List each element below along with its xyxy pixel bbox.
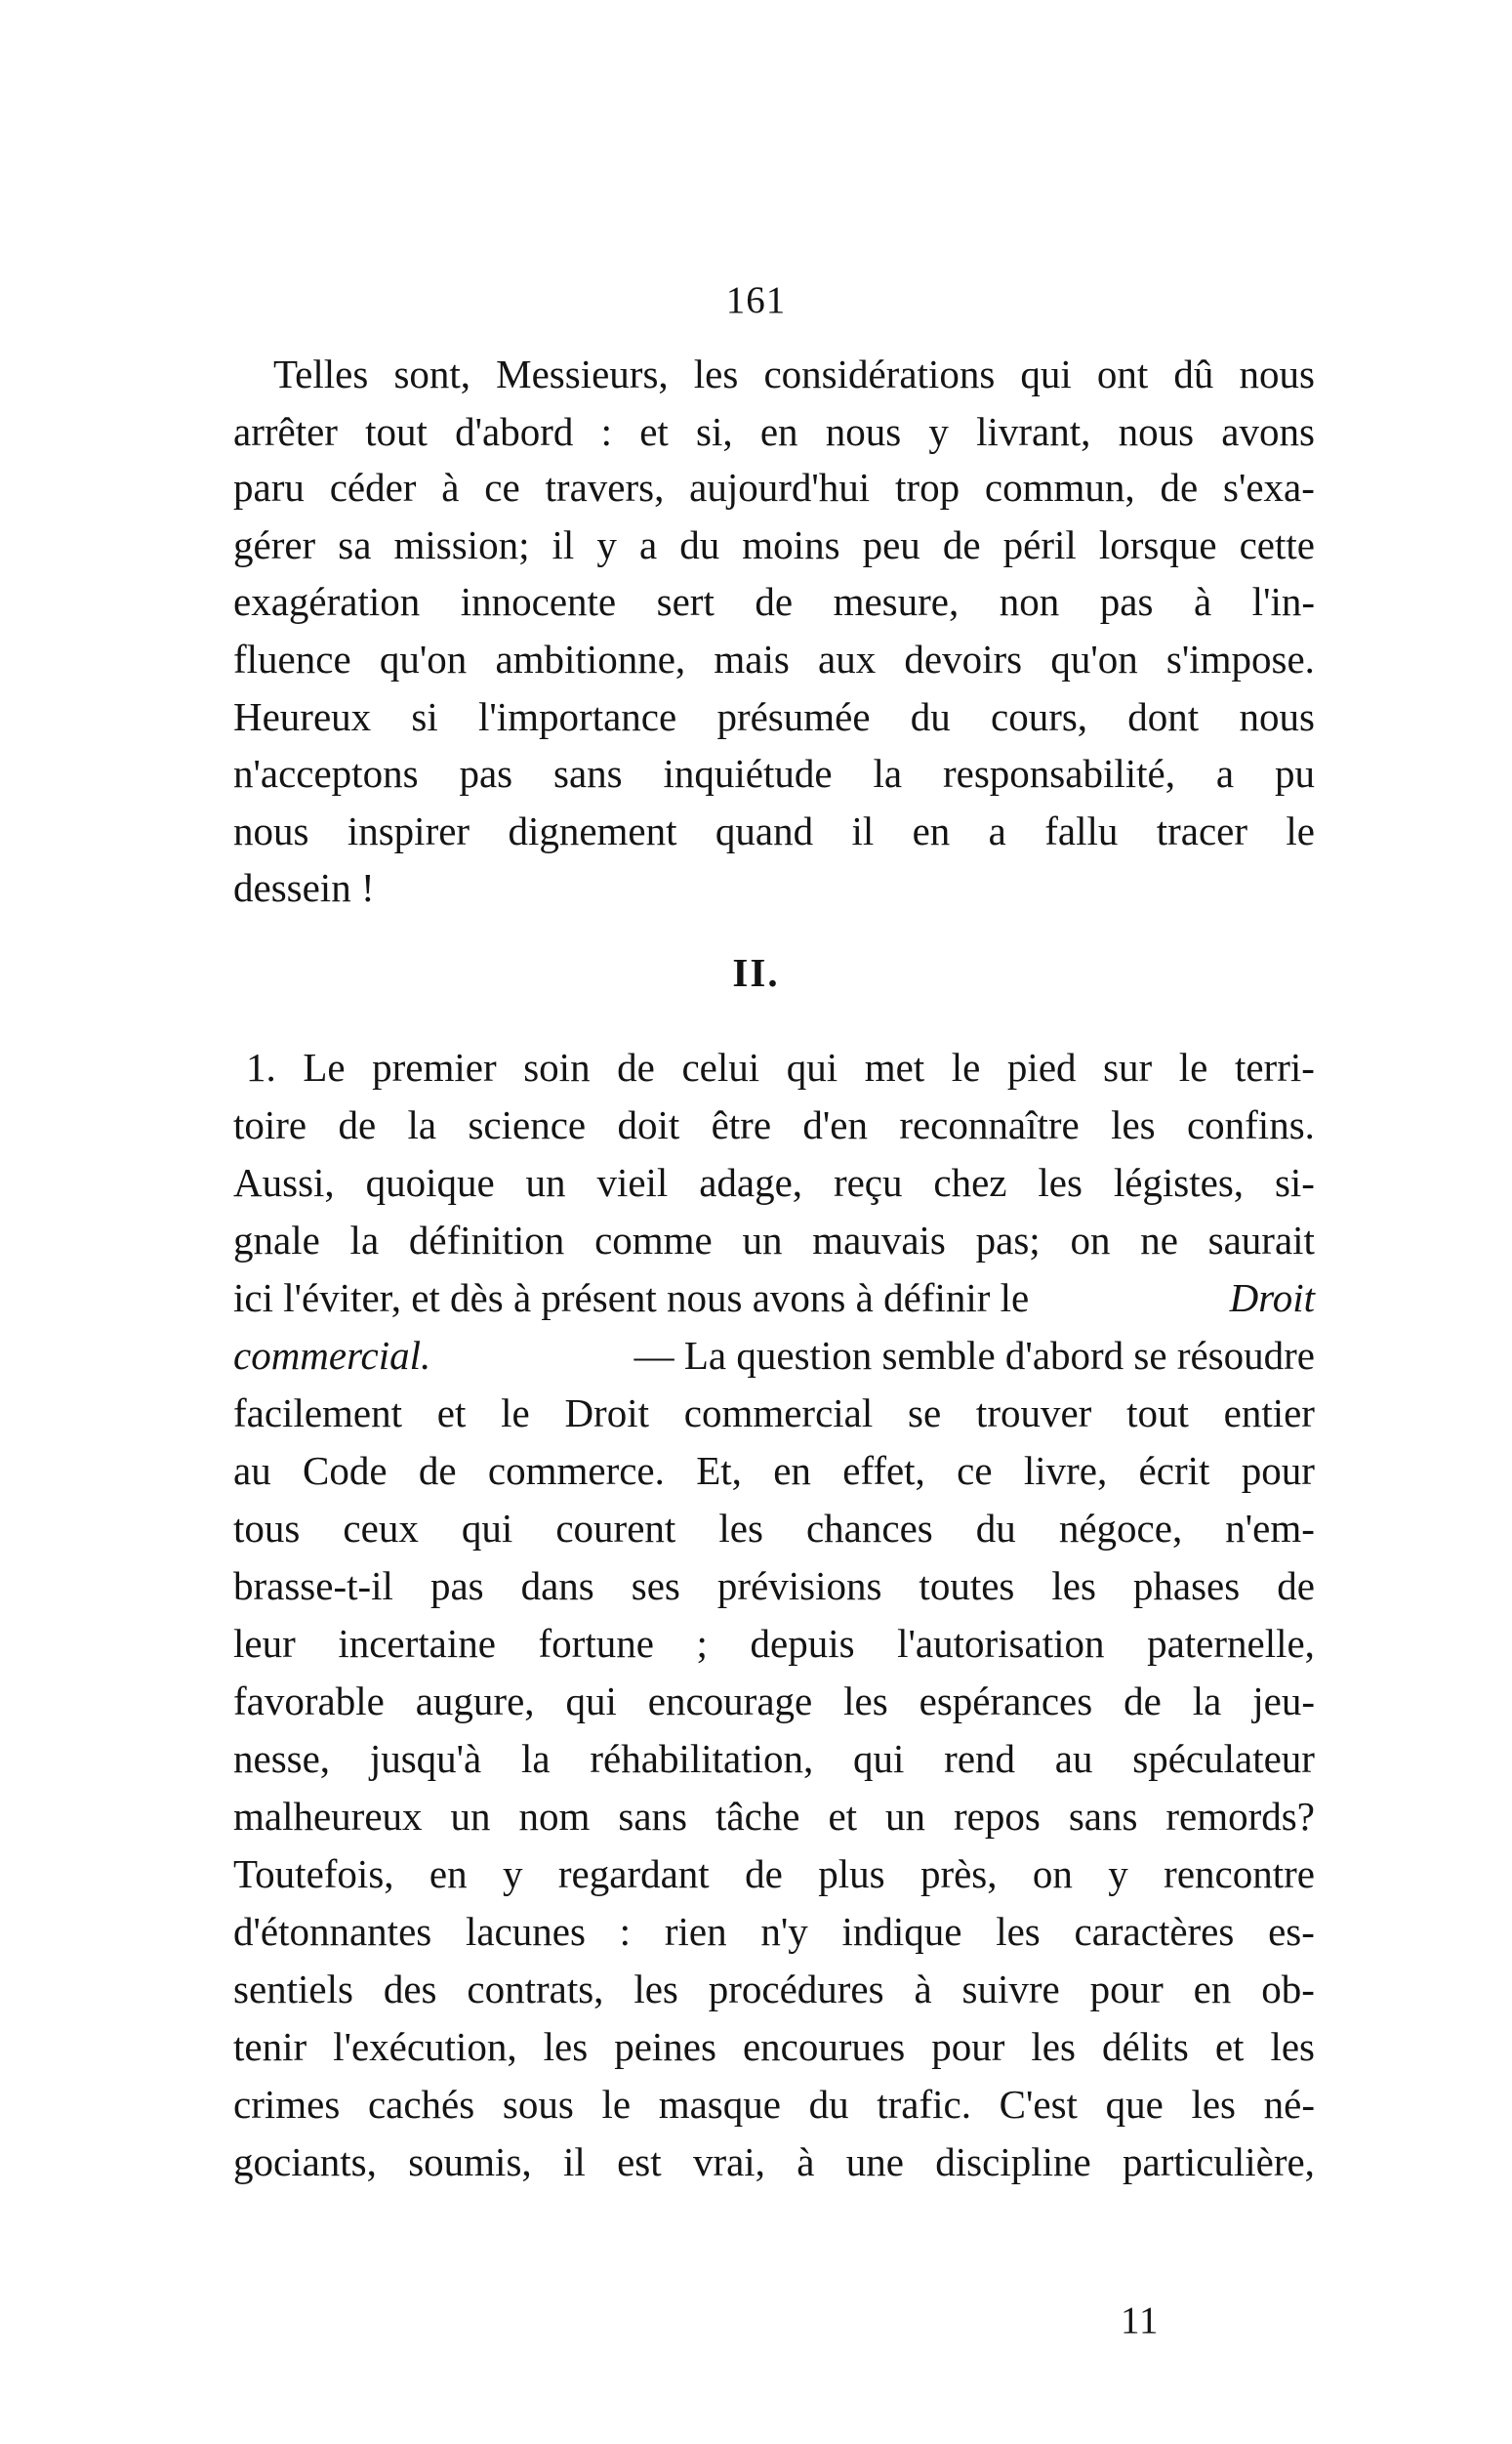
word: Droit <box>564 1390 649 1435</box>
word: ambitionne, <box>495 637 686 682</box>
text-line <box>233 1733 1315 1784</box>
word: rend <box>944 1736 1016 1781</box>
word: sont, <box>393 352 471 396</box>
word: à <box>441 465 460 510</box>
word: né- <box>1263 2082 1315 2127</box>
word: nous <box>1239 694 1315 739</box>
word: Toutefois, <box>233 1851 394 1896</box>
word: science <box>468 1102 587 1147</box>
word: espérances <box>919 1678 1093 1723</box>
word: qui <box>1020 352 1072 396</box>
word: celui <box>681 1045 760 1090</box>
word: l'autorisation <box>897 1621 1105 1666</box>
word: être <box>711 1102 772 1147</box>
text-line: dessein ! <box>233 865 375 910</box>
word: pour <box>931 2024 1005 2069</box>
word: de <box>755 579 794 624</box>
word: tâche <box>715 1794 800 1839</box>
text-line <box>233 691 1315 742</box>
word: de <box>1124 1678 1162 1723</box>
word: les <box>633 1967 678 2011</box>
word: du <box>975 1506 1016 1551</box>
word: encourage <box>647 1678 813 1723</box>
word: mission; <box>393 522 530 567</box>
word: arrêter <box>233 409 338 454</box>
word: paru <box>233 465 305 510</box>
word: les <box>1111 1102 1156 1147</box>
word: procédures <box>708 1967 884 2011</box>
word: en <box>912 808 951 853</box>
word: écrit <box>1138 1448 1210 1493</box>
word: on <box>1070 1218 1111 1263</box>
word: Telles <box>273 352 369 396</box>
text-line <box>246 1042 1315 1093</box>
word: il <box>552 522 575 567</box>
word: sa <box>338 522 372 567</box>
word: le <box>601 2082 632 2127</box>
word: l'importance <box>478 694 677 739</box>
word: en <box>759 409 798 454</box>
word: cours, <box>991 694 1088 739</box>
text-line <box>233 576 1315 627</box>
word: est <box>617 2139 662 2184</box>
word: jeu- <box>1252 1678 1315 1723</box>
word: n'acceptons <box>233 751 419 796</box>
word: dignement <box>508 808 677 853</box>
word: un <box>450 1794 491 1839</box>
word: l'exécution, <box>333 2024 517 2069</box>
word: du <box>808 2082 849 2127</box>
word: sur <box>1103 1045 1153 1090</box>
word: les <box>996 1909 1041 1954</box>
word: peines <box>614 2024 716 2069</box>
word: nous <box>825 409 902 454</box>
word: travers, <box>545 465 665 510</box>
word: en <box>429 1851 468 1896</box>
word: peu <box>862 522 920 567</box>
text-line <box>233 1791 1315 1842</box>
text-segment: — La question semble d'abord se résoudre <box>633 1333 1315 1378</box>
word: sans <box>1068 1794 1138 1839</box>
word: livrant, <box>976 409 1091 454</box>
word: plus <box>818 1851 885 1896</box>
word: leur <box>233 1621 296 1666</box>
word: a <box>1215 751 1235 796</box>
word: augure, <box>415 1678 535 1723</box>
page-number: 161 <box>725 279 787 321</box>
word: 1. <box>246 1045 276 1090</box>
word: la <box>407 1102 437 1147</box>
word: de <box>942 522 981 567</box>
word: toutes <box>919 1563 1015 1608</box>
word: un <box>525 1160 566 1205</box>
word: chances <box>805 1506 933 1551</box>
word: de <box>1277 1563 1315 1608</box>
word: reconnaître <box>899 1102 1080 1147</box>
italic-term: Droit <box>1229 1275 1315 1320</box>
word: es- <box>1268 1909 1315 1954</box>
text-segment: ici l'éviter, et dès à présent nous avons à définir le <box>233 1275 1030 1320</box>
word: les <box>693 352 739 396</box>
word: les <box>1270 2024 1315 2069</box>
word: : <box>600 409 613 454</box>
word: à <box>797 2139 815 2184</box>
word: dans <box>520 1563 594 1608</box>
text-line <box>233 1848 1315 1899</box>
word: péril <box>1002 522 1077 567</box>
word: soin <box>523 1045 591 1090</box>
word: mesure, <box>833 579 960 624</box>
word: remords? <box>1165 1794 1315 1839</box>
word: paternelle, <box>1147 1621 1315 1666</box>
word: les <box>1191 2082 1236 2127</box>
word: y <box>596 522 617 567</box>
word: la <box>1192 1678 1222 1723</box>
text-line <box>233 2136 1315 2187</box>
word: un <box>742 1218 783 1263</box>
section-heading: II. <box>732 950 780 995</box>
word: ob- <box>1261 1967 1315 2011</box>
word: favorable <box>233 1678 385 1723</box>
word: et <box>828 1794 858 1839</box>
text-line <box>233 519 1315 570</box>
word: réhabilitation, <box>590 1736 814 1781</box>
word: légistes, <box>1113 1160 1245 1205</box>
word: un <box>885 1794 926 1839</box>
word: du <box>910 694 951 739</box>
word: y <box>503 1851 523 1896</box>
word: ne <box>1140 1218 1178 1263</box>
word: reçu <box>833 1160 903 1205</box>
text-line <box>233 1157 1315 1208</box>
word: jusqu'à <box>369 1736 482 1781</box>
word: le <box>951 1045 981 1090</box>
italic-term: commercial. <box>233 1333 431 1378</box>
word: brasse-t-il <box>233 1563 393 1608</box>
word: et <box>639 409 669 454</box>
word: Le <box>303 1045 346 1090</box>
word: pour <box>1089 1967 1164 2011</box>
word: confins. <box>1186 1102 1315 1147</box>
word: exagération <box>233 579 421 624</box>
word: pied <box>1006 1045 1077 1090</box>
word: cachés <box>367 2082 475 2127</box>
word: les <box>1051 1563 1096 1608</box>
text-line <box>233 1215 1315 1265</box>
word: y <box>1108 1851 1128 1896</box>
word: soumis, <box>408 2139 532 2184</box>
text-line <box>233 1618 1315 1669</box>
word: si <box>411 694 438 739</box>
word: ce <box>484 465 520 510</box>
word: n'y <box>760 1909 808 1954</box>
word: malheureux <box>233 1794 423 1839</box>
word: les <box>1031 2024 1076 2069</box>
word: nous <box>1118 409 1195 454</box>
word: délits <box>1101 2024 1189 2069</box>
word: sous <box>502 2082 574 2127</box>
word: au <box>233 1448 271 1493</box>
word: trop <box>895 465 960 510</box>
word: : <box>619 1909 632 1954</box>
word: qui <box>853 1736 905 1781</box>
word: contrats, <box>467 1967 604 2011</box>
word: près, <box>919 1851 998 1896</box>
word: il <box>562 2139 586 2184</box>
word: ses <box>631 1563 680 1608</box>
word: pas <box>1099 579 1154 624</box>
text-line <box>233 406 1315 457</box>
word: une <box>845 2139 904 2184</box>
text-line <box>273 349 1315 399</box>
word: caractères <box>1074 1909 1235 1954</box>
word: spéculateur <box>1132 1736 1315 1781</box>
word: aujourd'hui <box>689 465 871 510</box>
word: de <box>617 1045 655 1090</box>
word: pour <box>1241 1448 1315 1493</box>
word: inspirer <box>347 808 470 853</box>
word: moins <box>742 522 840 567</box>
word: mais <box>714 637 790 682</box>
word: s'impose. <box>1165 637 1315 682</box>
word: saurait <box>1207 1218 1315 1263</box>
word: lorsque <box>1098 522 1217 567</box>
word: toire <box>233 1102 307 1147</box>
word: la <box>873 751 903 796</box>
word: des <box>383 1967 437 2011</box>
word: à <box>1193 579 1212 624</box>
word: de <box>338 1102 377 1147</box>
text-line <box>233 1388 1315 1438</box>
word: en <box>1193 1967 1232 2011</box>
text-line <box>233 634 1315 684</box>
word: fluence <box>233 637 351 682</box>
word: céder <box>329 465 417 510</box>
word: ont <box>1096 352 1149 396</box>
word: du <box>679 522 720 567</box>
word: le <box>1286 808 1315 853</box>
word: les <box>543 2024 589 2069</box>
word: facilement <box>233 1390 403 1435</box>
word: regardant <box>557 1851 710 1896</box>
word: sans <box>553 751 623 796</box>
word: qui <box>786 1045 838 1090</box>
word: Aussi, <box>233 1160 335 1205</box>
word: cette <box>1239 522 1315 567</box>
word: pas; <box>975 1218 1041 1263</box>
word: aux <box>818 637 877 682</box>
word: lacunes <box>465 1909 586 1954</box>
word: repos <box>954 1794 1041 1839</box>
text-line <box>233 1676 1315 1726</box>
word: si, <box>696 409 733 454</box>
word: le <box>1178 1045 1208 1090</box>
text-line <box>233 2021 1315 2072</box>
word: discipline <box>935 2139 1091 2184</box>
word: non <box>999 579 1060 624</box>
word: Code <box>303 1448 388 1493</box>
word: dû <box>1173 352 1214 396</box>
word: les <box>1038 1160 1083 1205</box>
word: responsabilité, <box>943 751 1175 796</box>
word: nous <box>233 808 309 853</box>
word: considérations <box>763 352 996 396</box>
word: tenir <box>233 2024 307 2069</box>
word: sert <box>656 579 715 624</box>
text-line <box>233 2079 1315 2130</box>
word: nesse, <box>233 1736 331 1781</box>
word: entier <box>1223 1390 1315 1435</box>
word: présumée <box>716 694 871 739</box>
word: d'en <box>802 1102 868 1147</box>
word: le <box>501 1390 530 1435</box>
word: sentiels <box>233 1967 353 2011</box>
word: Messieurs, <box>496 352 669 396</box>
word: au <box>1054 1736 1093 1781</box>
word: commun, <box>984 465 1135 510</box>
word: qui <box>565 1678 617 1723</box>
word: rencontre <box>1164 1851 1315 1896</box>
word: indique <box>841 1909 962 1954</box>
word: tout <box>365 409 428 454</box>
word: d'étonnantes <box>233 1909 432 1954</box>
word: en <box>773 1448 811 1493</box>
word: effet, <box>842 1448 925 1493</box>
word: avons <box>1221 409 1315 454</box>
word: Et, <box>696 1448 742 1493</box>
word: ; <box>696 1621 708 1666</box>
word: prévisions <box>716 1563 882 1608</box>
word: devoirs <box>904 637 1023 682</box>
text-line <box>233 462 1315 513</box>
word: fallu <box>1044 808 1119 853</box>
text-line <box>233 1906 1315 1957</box>
word: comme <box>594 1218 713 1263</box>
word: trafic. <box>877 2082 971 2127</box>
word: de <box>1160 465 1199 510</box>
text-line-with-italic <box>233 1272 1315 1323</box>
text-line <box>233 1503 1315 1553</box>
word: commerce. <box>487 1448 665 1493</box>
word: de <box>418 1448 457 1493</box>
word: tracer <box>1156 808 1248 853</box>
word: rien <box>664 1909 727 1954</box>
word: que <box>1105 2082 1164 2127</box>
word: qui <box>461 1506 513 1551</box>
word: qu'on <box>1050 637 1138 682</box>
word: se <box>908 1390 942 1435</box>
word: sans <box>618 1794 687 1839</box>
word: ce <box>957 1448 993 1493</box>
word: crimes <box>233 2082 341 2127</box>
word: s'exa- <box>1223 465 1315 510</box>
word: a <box>638 522 658 567</box>
word: inquiétude <box>663 751 833 796</box>
word: nous <box>1239 352 1315 396</box>
word: la <box>521 1736 551 1781</box>
word: fortune <box>538 1621 654 1666</box>
word: d'abord <box>455 409 574 454</box>
text-line <box>233 1099 1315 1150</box>
text-line <box>233 1964 1315 2014</box>
text-line <box>233 1560 1315 1611</box>
word: les <box>718 1506 763 1551</box>
word: premier <box>372 1045 497 1090</box>
word: pu <box>1275 751 1315 796</box>
word: depuis <box>750 1621 855 1666</box>
word: terri- <box>1234 1045 1315 1090</box>
word: il <box>851 808 875 853</box>
word: dont <box>1127 694 1200 739</box>
word: qu'on <box>379 637 468 682</box>
word: trouver <box>975 1390 1092 1435</box>
text-line-with-italic <box>233 1330 1315 1381</box>
word: l'in- <box>1251 579 1315 624</box>
word: pas <box>459 751 513 796</box>
word: met <box>864 1045 925 1090</box>
word: gociants, <box>233 2139 377 2184</box>
word: vieil <box>596 1160 669 1205</box>
word: définition <box>408 1218 565 1263</box>
word: ceux <box>343 1506 419 1551</box>
word: et <box>1214 2024 1245 2069</box>
word: si- <box>1274 1160 1315 1205</box>
word: n'em- <box>1225 1506 1315 1551</box>
text-line <box>233 748 1315 799</box>
word: vrai, <box>692 2139 765 2184</box>
word: quand <box>715 808 814 853</box>
word: incertaine <box>338 1621 496 1666</box>
word: la <box>349 1218 380 1263</box>
word: phases <box>1132 1563 1241 1608</box>
word: doit <box>617 1102 680 1147</box>
word: gérer <box>233 522 316 567</box>
word: commercial <box>683 1390 874 1435</box>
word: adage, <box>699 1160 803 1205</box>
word: pas <box>429 1563 484 1608</box>
word: masque <box>658 2082 781 2127</box>
word: à <box>914 1967 932 2011</box>
text-line <box>233 1445 1315 1496</box>
word: mauvais <box>812 1218 946 1263</box>
word: tous <box>233 1506 301 1551</box>
word: gnale <box>233 1218 320 1263</box>
word: nom <box>518 1794 591 1839</box>
word: on <box>1032 1851 1073 1896</box>
word: y <box>928 409 949 454</box>
word: suivre <box>961 1967 1060 2011</box>
word: C'est <box>999 2082 1078 2127</box>
word: Heureux <box>233 694 372 739</box>
word: livre, <box>1023 1448 1108 1493</box>
word: innocente <box>460 579 617 624</box>
text-line <box>233 806 1315 856</box>
word: négoce, <box>1058 1506 1183 1551</box>
word: quoique <box>365 1160 495 1205</box>
word: a <box>988 808 1006 853</box>
word: courent <box>555 1506 676 1551</box>
signature-mark: 11 <box>1121 2299 1160 2341</box>
word: chez <box>933 1160 1007 1205</box>
word: et <box>436 1390 467 1435</box>
word: de <box>745 1851 783 1896</box>
word: les <box>843 1678 888 1723</box>
word: particulière, <box>1123 2139 1315 2184</box>
word: encourues <box>742 2024 906 2069</box>
word: tout <box>1126 1390 1189 1435</box>
